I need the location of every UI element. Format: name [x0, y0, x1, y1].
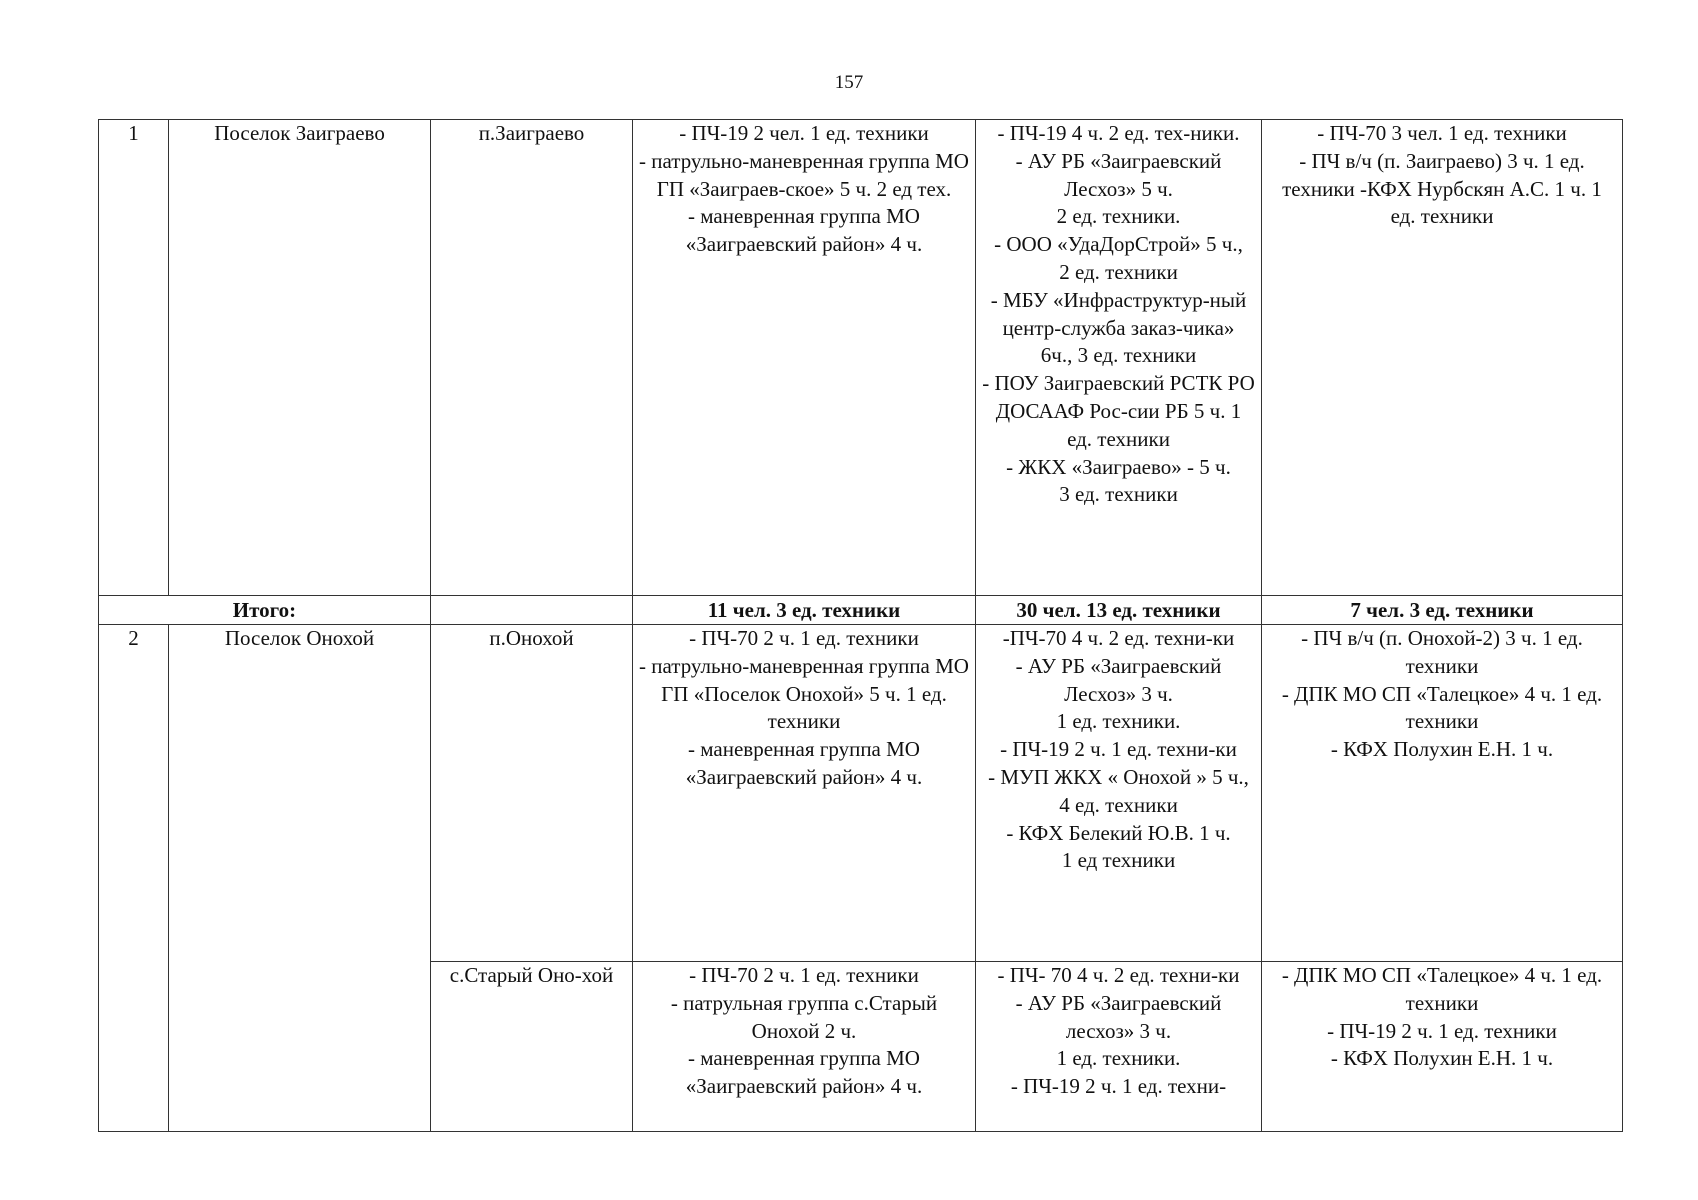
table-row: [99, 120, 1623, 596]
total-second-echelon: 30 чел. 13 ед. техники: [976, 596, 1262, 625]
settlement-cell: Поселок Заиграево: [169, 120, 431, 596]
table-row: [99, 625, 1623, 962]
fire-resources-table: [98, 119, 1623, 1132]
second-echelon-cell: - ПЧ- 70 4 ч. 2 ед. техни-ки - АУ РБ «Заиграевский лесхоз» 3 ч. 1 ед. техники. - ПЧ-19 2 ч. 1 ед. техни-: [976, 962, 1262, 1132]
locality-cell: п.Онохой: [431, 625, 633, 962]
total-empty-cell: [431, 596, 633, 625]
first-echelon-cell: - ПЧ-19 2 чел. 1 ед. техники - патрульно-маневренная группа МО ГП «Заиграев-ское» 5 ч. 2 ед тех. - маневренная группа МО «Заиграевский район» 4 ч.: [633, 120, 976, 596]
row-number-cell: 2: [99, 625, 169, 1132]
total-label: Итого:: [99, 596, 431, 625]
reserve-cell: - ДПК МО СП «Талецкое» 4 ч. 1 ед. техники - ПЧ-19 2 ч. 1 ед. техники - КФХ Полухин Е.Н. 1 ч.: [1262, 962, 1623, 1132]
reserve-cell: - ПЧ-70 3 чел. 1 ед. техники - ПЧ в/ч (п. Заиграево) 3 ч. 1 ед. техники -КФХ Нурбскян А.С. 1 ч. 1 ед. техники: [1262, 120, 1623, 596]
second-echelon-cell: -ПЧ-70 4 ч. 2 ед. техни-ки - АУ РБ «Заиграевский Лесхоз» 3 ч. 1 ед. техники. - ПЧ-19 2 ч. 1 ед. техни-ки - МУП ЖКХ « Онохой » 5 ч., 4 ед. техники - КФХ Белекий Ю.В. 1 ч. 1 ед техники: [976, 625, 1262, 962]
first-echelon-cell: - ПЧ-70 2 ч. 1 ед. техники - патрульная группа с.Старый Онохой 2 ч. - маневренная группа МО «Заиграевский район» 4 ч.: [633, 962, 976, 1132]
total-reserve: 7 чел. 3 ед. техники: [1262, 596, 1623, 625]
locality-cell: с.Старый Оно-хой: [431, 962, 633, 1132]
first-echelon-cell: - ПЧ-70 2 ч. 1 ед. техники - патрульно-маневренная группа МО ГП «Поселок Онохой» 5 ч. 1 ед. техники - маневренная группа МО «Заиграевский район» 4 ч.: [633, 625, 976, 962]
total-row: [99, 596, 1623, 625]
settlement-cell: Поселок Онохой: [169, 625, 431, 1132]
page-number: 157: [834, 72, 864, 93]
reserve-cell: - ПЧ в/ч (п. Онохой-2) 3 ч. 1 ед. техники - ДПК МО СП «Талецкое» 4 ч. 1 ед. техники - КФХ Полухин Е.Н. 1 ч.: [1262, 625, 1623, 962]
total-first-echelon: 11 чел. 3 ед. техники: [633, 596, 976, 625]
second-echelon-cell: - ПЧ-19 4 ч. 2 ед. тех-ники. - АУ РБ «Заиграевский Лесхоз» 5 ч. 2 ед. техники. - ООО «УдаДорСтрой» 5 ч., 2 ед. техники - МБУ «Инфраструктур-ный центр-служба заказ-чика» 6ч., 3 ед. техники - ПОУ Заиграевский РСТК РО ДОСААФ Рос-сии РБ 5 ч. 1 ед. техники - ЖКХ «Заиграево» - 5 ч. 3 ед. техники: [976, 120, 1262, 596]
row-number-cell: 1: [99, 120, 169, 596]
locality-cell: п.Заиграево: [431, 120, 633, 596]
